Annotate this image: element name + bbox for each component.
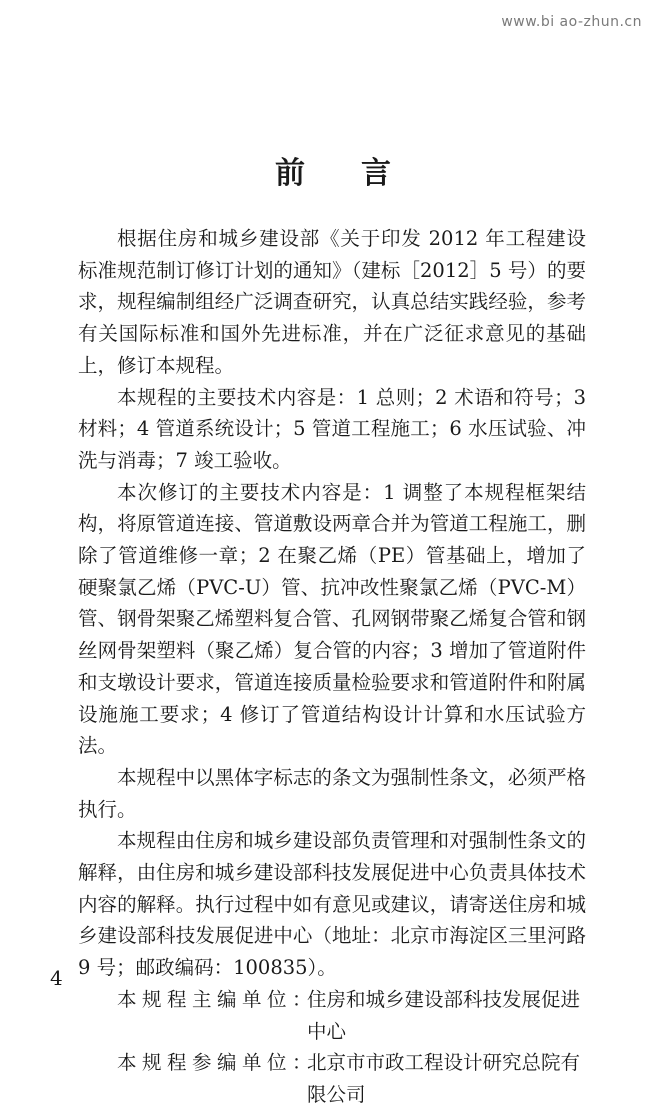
chief-editor-label: 本规程主编单位： <box>117 987 318 1011</box>
participating-editor-label: 本规程参编单位： <box>117 1051 318 1075</box>
page-title: 前言 <box>275 156 447 191</box>
paragraph-mandatory-clauses: 本规程中以黑体字标志的条文为强制性条文，必须严格执行。 <box>78 765 586 821</box>
watermark-url: www.bi ao-zhun.cn <box>501 14 642 30</box>
preface-body <box>78 223 586 1111</box>
page-number: 4 <box>50 966 63 990</box>
chief-editor-line <box>78 984 586 1047</box>
paragraph-management: 本规程由住房和城乡建设部负责管理和对强制性条文的解释，由住房和城乡建设部科技发展促进中心负责具体技术内容的解释。执行过程中如有意见或建议，请寄送住房和城乡建设部科技发展促进中心（地址：北京市海淀区三里河路 9 号；邮政编码：100835）。 <box>78 829 586 980</box>
participating-editor-value: 北京市市政工程设计研究总院有限公司 <box>307 1051 581 1106</box>
participating-editor-line <box>78 1047 586 1110</box>
paragraph-main-contents: 本规程的主要技术内容是：1 总则；2 术语和符号；3 材料；4 管道系统设计；5 管道工程施工；6 水压试验、冲洗与消毒；7 竣工验收。 <box>78 385 586 472</box>
chief-editor-value: 住房和城乡建设部科技发展促进中心 <box>307 987 581 1043</box>
paragraph-revision-basis: 根据住房和城乡建设部《关于印发 2012 年工程建设标准规范制订修订计划的通知》（建标［2012］5 号）的要求，规程编制组经广泛调查研究，认真总结实践经验，参考有关国际标准和国外先进标准，并在广泛征求意见的基础上，修订本规程。 <box>78 227 586 377</box>
editor-units <box>78 984 586 1111</box>
paragraph-revision-contents: 本次修订的主要技术内容是：1 调整了本规程框架结构，将原管道连接、管道敷设两章合并为管道工程施工，删除了管道维修一章；2 在聚乙烯（PE）管基础上，增加了硬聚氯乙烯（PVC-U）管、抗冲改性聚氯乙烯（PVC-M）管、钢骨架聚乙烯塑料复合管、孔网钢带聚乙烯复合管和钢丝网骨架塑料（聚乙烯）复合管的内容；3 增加了管道附件和支墩设计要求，管道连接质量检验要求和管道附件和附属设施施工要求；4 修订了管道结构设计计算和水压试验方法。 <box>78 480 586 758</box>
